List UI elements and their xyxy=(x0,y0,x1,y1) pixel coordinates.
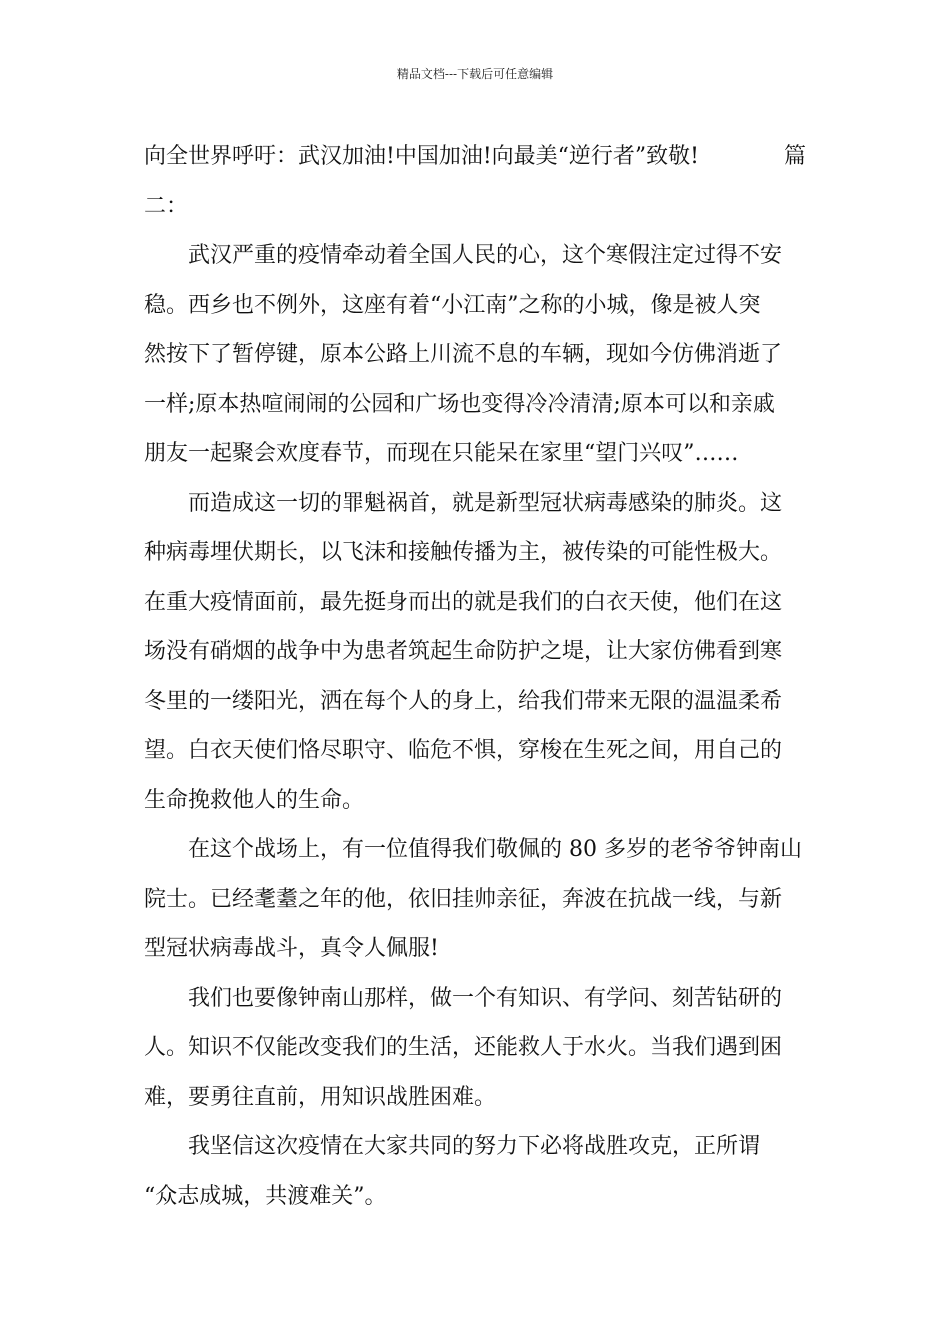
intro-line-1 xyxy=(144,132,806,182)
paragraph-line: 生命挽救他人的生命。 xyxy=(144,787,365,813)
paragraph-3 xyxy=(144,825,806,974)
paragraph-line: 院士。已经耄耋之年的他，依旧挂帅亲征，奔波在抗战一线，与新 xyxy=(144,886,783,912)
paragraph-line: 在这个战场上，有一位值得我们敬佩的 80 多岁的老爷爷钟南山 xyxy=(144,837,802,862)
paragraph-line: 而造成这一切的罪魁祸首，就是新型冠状病毒感染的肺炎。这 xyxy=(144,490,783,516)
paragraph-line: 冬里的一缕阳光，洒在每个人的身上，给我们带来无限的温温柔希 xyxy=(144,688,783,714)
paragraph-line: 然按下了暂停键，原本公路上川流不息的车辆，现如今仿佛消逝了 xyxy=(144,342,783,367)
paragraph-line: 人。知识不仅能改变我们的生活，还能救人于水火。当我们遇到困 xyxy=(144,1035,783,1060)
intro-text: 向全世界呼吁：武汉加油!中国加油!向最美“逆行者”致敬! xyxy=(144,144,700,169)
paragraph-line: 我坚信这次疫情在大家共同的努力下必将战胜攻克，正所谓 xyxy=(144,1134,761,1159)
section-label-part-2: 二： xyxy=(144,193,189,219)
paragraph-line: 武汉严重的疫情牵动着全国人民的心，这个寒假注定过得不安 xyxy=(144,243,783,268)
paragraph-line: “众志成城，共渡难关”。 xyxy=(144,1183,387,1209)
paragraph-line: 种病毒埋伏期长，以飞沫和接触传播为主，被传染的可能性极大。 xyxy=(144,540,783,565)
paragraph-line: 一样;原本热喧闹闹的公园和广场也变得冷冷清清;原本可以和亲戚 xyxy=(144,391,775,417)
paragraph-line: 稳。西乡也不例外，这座有着“小江南”之称的小城，像是被人突 xyxy=(144,292,761,318)
paragraph-5 xyxy=(144,1122,806,1221)
paragraph-line: 型冠状病毒战斗，真令人佩服! xyxy=(144,936,439,961)
paragraph-line: 望。白衣天使们恪尽职守、临危不惧，穿梭在生死之间，用自己的 xyxy=(144,738,783,763)
paragraph-1 xyxy=(144,231,806,479)
paragraph-line: 场没有硝烟的战争中为患者筑起生命防护之堤，让大家仿佛看到寒 xyxy=(144,639,783,664)
paragraph-4 xyxy=(144,974,806,1123)
page-header: 精品文档---下载后可任意编辑 xyxy=(396,67,554,81)
section-label-part-1: 篇 xyxy=(783,144,806,169)
paragraph-line: 朋友一起聚会欢度春节，而现在只能呆在家里“望门兴叹”…… xyxy=(144,441,739,466)
paragraph-2 xyxy=(144,479,806,826)
paragraph-line: 难，要勇往直前，用知识战胜困难。 xyxy=(144,1084,497,1110)
paragraph-line: 在重大疫情面前，最先挺身而出的就是我们的白衣天使，他们在这 xyxy=(144,589,783,615)
document-body xyxy=(144,132,806,1221)
paragraph-line: 我们也要像钟南山那样，做一个有知识、有学问、刻苦钻研的 xyxy=(144,985,783,1011)
